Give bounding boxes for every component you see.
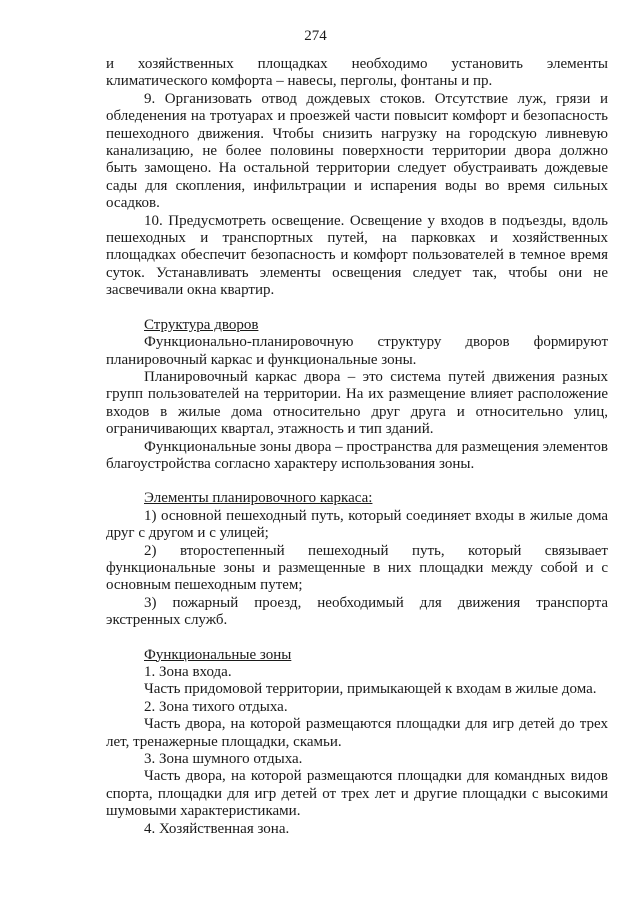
paragraph-planning-frame: Планировочный каркас двора – это система путей движения разных групп пользователей на территории. На их размещение влияет расположение входов в жилые дома относительно друг друга и относительно улиц, ограничивающих квартал, этажность и тип зданий. [106,368,608,438]
zone-quiet-desc: Часть двора, на которой размещаются площадки для игр детей до трех лет, тренажерные площадки, скамьи. [106,716,608,750]
zone-entrance-desc: Часть придомовой территории, примыкающей к входам в жилые дома. [144,681,597,698]
zone-quiet-title: 2. Зона тихого отдыха. [144,698,288,715]
zone-noisy-title: 3. Зона шумного отдыха. [144,751,303,768]
list-item-secondary-path: 2) второстепенный пешеходный путь, который связывает функциональные зоны и размещенные в них площадки между собой и с основным пешеходным путем; [106,542,608,594]
list-item-fire-lane: 3) пожарный проезд, необходимый для движения транспорта экстренных служб. [106,594,608,629]
heading-frame-elements: Элементы планировочного каркаса: [144,490,373,507]
zone-entrance-title: 1. Зона входа. [144,664,232,680]
page-number: 274 [304,28,327,44]
zone-noisy-desc: Часть двора, на которой размещаются площадки для командных видов спорта, площадки для игр детей от трех лет и другие площадки с высокими шумовыми характеристиками. [106,768,608,820]
paragraph-lighting: 10. Предусмотреть освещение. Освещение у входов в подъезды, вдоль пешеходных и транспортных путей, на парковках и хозяйственных площадках обеспечит безопасность и комфорт пользователей в темное время суток. Устанавливать элементы освещения следует так, чтобы они не засвечивали окна квартир. [106,212,608,299]
zone-utility-title: 4. Хозяйственная зона. [144,820,290,837]
paragraph-drainage: 9. Организовать отвод дождевых стоков. Отсутствие луж, грязи и обледенения на тротуарах и проезжей части повысит комфорт и безопасность пешеходного движения. Чтобы снизить нагрузку на городскую ливневую канализацию, не более половины поверхности территории двора должно быть замощено. На остальной территории следует обустраивать дождевые сады для скопления, инфильтрации и испарения воды во время сильных осадков. [106,90,608,212]
list-item-main-path: 1) основной пешеходный путь, который соединяет входы в жилые дома друг с другом и с улицей; [106,507,608,542]
heading-yard-structure: Структура дворов [144,316,259,333]
paragraph-functional-zones-def: Функциональные зоны двора – пространства для размещения элементов благоустройства согласно характеру использования зоны. [106,438,608,472]
paragraph-structure-intro: Функционально-планировочную структуру дворов формируют планировочный каркас и функциональные зоны. [106,334,608,368]
document-body [106,56,608,838]
paragraph-amenities-end: и хозяйственных площадках необходимо установить элементы климатического комфорта – навесы, перголы, фонтаны и пр. [106,56,608,90]
heading-functional-zones: Функциональные зоны [144,646,292,663]
